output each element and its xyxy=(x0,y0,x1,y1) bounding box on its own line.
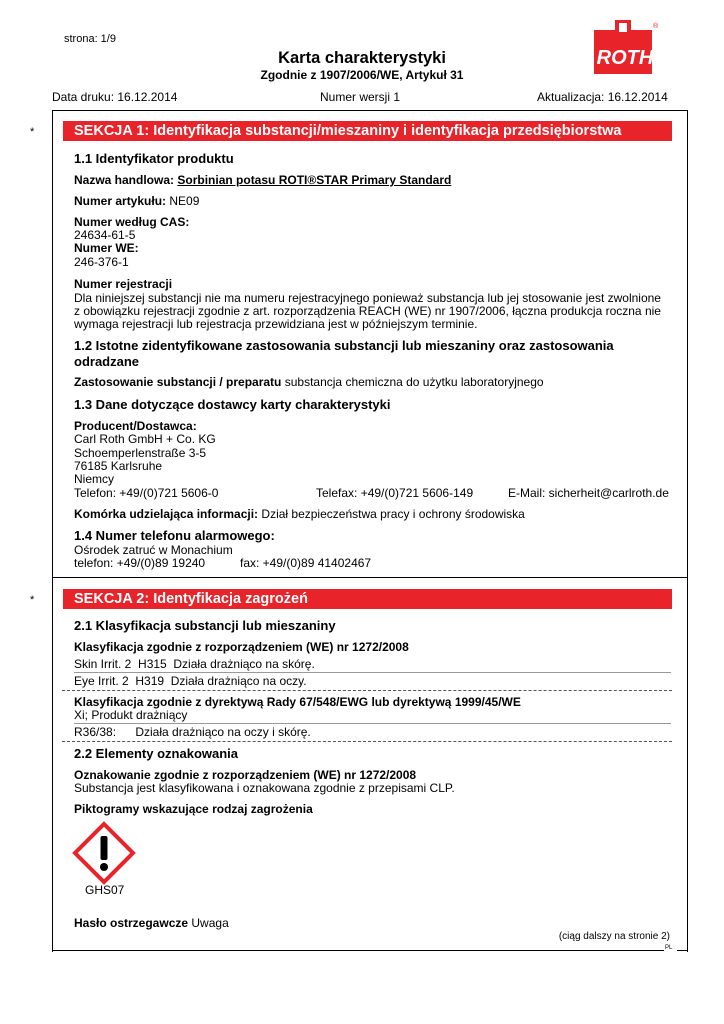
document-subtitle: Zgodnie z 1907/2006/WE, Artykuł 31 xyxy=(260,68,464,82)
trade-name xyxy=(74,173,451,187)
frame-section-divider xyxy=(52,577,688,578)
supplier-line: Niemcy xyxy=(74,472,115,486)
substance-use-value: substancja chemiczna do użytku laboratoryjnego xyxy=(284,375,544,389)
supplier-line: Carl Roth GmbH + Co. KG xyxy=(74,432,216,446)
supplier-label: Producent/Dostawca: xyxy=(74,419,197,433)
clp-item xyxy=(74,657,315,671)
pictograms-label: Piktogramy wskazujące rodzaj zagrożenia xyxy=(74,802,313,816)
emergency-center: Ośrodek zatruć w Monachium xyxy=(74,543,233,557)
dashed-divider xyxy=(62,741,672,742)
registration-text-line: Dla niniejszej substancji nie ma numeru rejestracyjnego ponieważ substancja lub jej stosowanie jest zwolnione xyxy=(74,291,661,305)
r-phrase xyxy=(74,725,311,739)
clp-item xyxy=(74,674,307,688)
page-number: strona: 1/9 xyxy=(64,33,116,45)
clp-code: H319 xyxy=(135,674,165,688)
logo-text: ROTH xyxy=(596,47,654,69)
update-date: Aktualizacja: 16.12.2014 xyxy=(537,90,668,104)
article-number xyxy=(74,194,199,208)
r-phrase-code: R36/38: xyxy=(74,725,117,739)
article-number-label: Numer artykułu: xyxy=(74,194,167,208)
trade-name-label: Nazwa handlowa: xyxy=(74,173,175,187)
row-divider xyxy=(74,723,671,724)
emergency-fax: fax: +49/(0)89 41402467 xyxy=(240,556,372,570)
clp-code: H315 xyxy=(138,657,167,671)
frame-right xyxy=(687,110,688,952)
signal-word-label: Hasło ostrzegawcze xyxy=(74,916,189,930)
supplier-email: E-Mail: sicherheit@carlroth.de xyxy=(508,486,669,500)
ghs-code: GHS07 xyxy=(85,883,125,897)
supplier-line: 76185 Karlsruhe xyxy=(74,459,163,473)
svg-text:®: ® xyxy=(653,23,659,30)
supplier-phone: Telefon: +49/(0)721 5606-0 xyxy=(74,486,219,500)
continued-note: (ciąg dalszy na stronie 2) xyxy=(558,931,670,942)
document-title: Karta charakterystyki xyxy=(278,49,446,67)
heading-1-2-line1: 1.2 Istotne zidentyfikowane zastosowania substancji lub mieszaniny oraz zastosowania xyxy=(74,338,614,353)
we-label: Numer WE: xyxy=(74,241,139,255)
registration-text-line: wymaga rejestracji lub rejestracja przewidziana jest w późniejszym terminie. xyxy=(74,317,478,331)
cas-value: 24634-61-5 xyxy=(74,228,136,242)
section-2-header: SEKCJA 2: Identyfikacja zagrożeń xyxy=(63,589,672,609)
info-department-value: Dział bezpieczeństwa pracy i ochrony środowiska xyxy=(261,507,525,521)
heading-1-2-line2: odradzane xyxy=(74,354,140,369)
clp-class: Skin Irrit. 2 xyxy=(74,657,132,671)
labelling-value: Substancja jest klasyfikowana i oznakowana zgodnie z przepisami CLP. xyxy=(74,781,455,795)
dsd-classification-value: Xi; Produkt drażniący xyxy=(74,708,188,722)
clp-text: Działa drażniąco na oczy. xyxy=(170,674,307,688)
signal-word-value: Uwaga xyxy=(191,916,229,930)
dashed-divider xyxy=(62,690,672,691)
version-number: Numer wersji 1 xyxy=(320,90,401,104)
clp-class: Eye Irrit. 2 xyxy=(74,674,129,688)
labelling-label: Oznakowanie zgodnie z rozporządzeniem (WE) nr 1272/2008 xyxy=(74,768,417,782)
clp-text: Działa drażniąco na skórę. xyxy=(173,657,315,671)
supplier-line: Schoemperlenstraße 3-5 xyxy=(74,446,207,460)
cas-label: Numer według CAS: xyxy=(74,215,190,229)
substance-use xyxy=(74,375,544,389)
row-divider xyxy=(74,672,671,673)
info-department-label: Komórka udzielająca informacji: xyxy=(74,507,259,521)
substance-use-label: Zastosowanie substancji / preparatu xyxy=(74,375,282,389)
change-marker: * xyxy=(30,126,35,138)
heading-1-3: 1.3 Dane dotyczące dostawcy karty charakterystyki xyxy=(74,397,391,412)
ghs07-pictogram xyxy=(73,822,135,884)
section-1-header: SEKCJA 1: Identyfikacja substancji/mieszaniny i identyfikacja przedsiębiorstwa xyxy=(63,121,672,141)
clp-classification-label: Klasyfikacja zgodnie z rozporządzeniem (WE) nr 1272/2008 xyxy=(74,640,409,654)
footer-line xyxy=(52,950,664,951)
heading-2-2: 2.2 Elementy oznakowania xyxy=(74,746,239,761)
heading-1-1: 1.1 Identyfikator produktu xyxy=(74,151,234,166)
dsd-classification-label: Klasyfikacja zgodnie z dyrektywą Rady 67/548/EWG lub dyrektywą 1999/45/WE xyxy=(74,695,521,709)
info-department xyxy=(74,507,525,521)
footer-line-end xyxy=(677,950,688,951)
r-phrase-text: Działa drażniąco na oczy i skórę. xyxy=(135,725,311,739)
we-value: 246-376-1 xyxy=(74,255,129,269)
registration-label: Numer rejestracji xyxy=(74,277,173,291)
frame-top xyxy=(52,110,688,111)
heading-2-1: 2.1 Klasyfikacja substancji lub mieszaniny xyxy=(74,618,336,633)
exclamation-mark-icon xyxy=(73,822,135,884)
language-code: PL xyxy=(665,945,673,951)
heading-1-4: 1.4 Numer telefonu alarmowego: xyxy=(74,528,275,543)
frame-left xyxy=(52,110,53,952)
roth-logo-graphic xyxy=(594,20,659,76)
signal-word xyxy=(74,916,229,930)
change-marker: * xyxy=(30,594,35,606)
supplier-fax: Telefax: +49/(0)721 5606-149 xyxy=(316,486,474,500)
roth-logo xyxy=(594,20,659,76)
article-number-value: NE09 xyxy=(169,194,200,208)
emergency-phone: telefon: +49/(0)89 19240 xyxy=(74,556,206,570)
registration-text-line: z obowiązku rejestracji zgodnie z art. rozporządzenia REACH (WE) nr 1907/2006, łączna produkcja roczna nie xyxy=(74,304,661,318)
trade-name-value: Sorbinian potasu ROTI®STAR Primary Standard xyxy=(177,173,452,187)
print-date: Data druku: 16.12.2014 xyxy=(52,90,178,104)
